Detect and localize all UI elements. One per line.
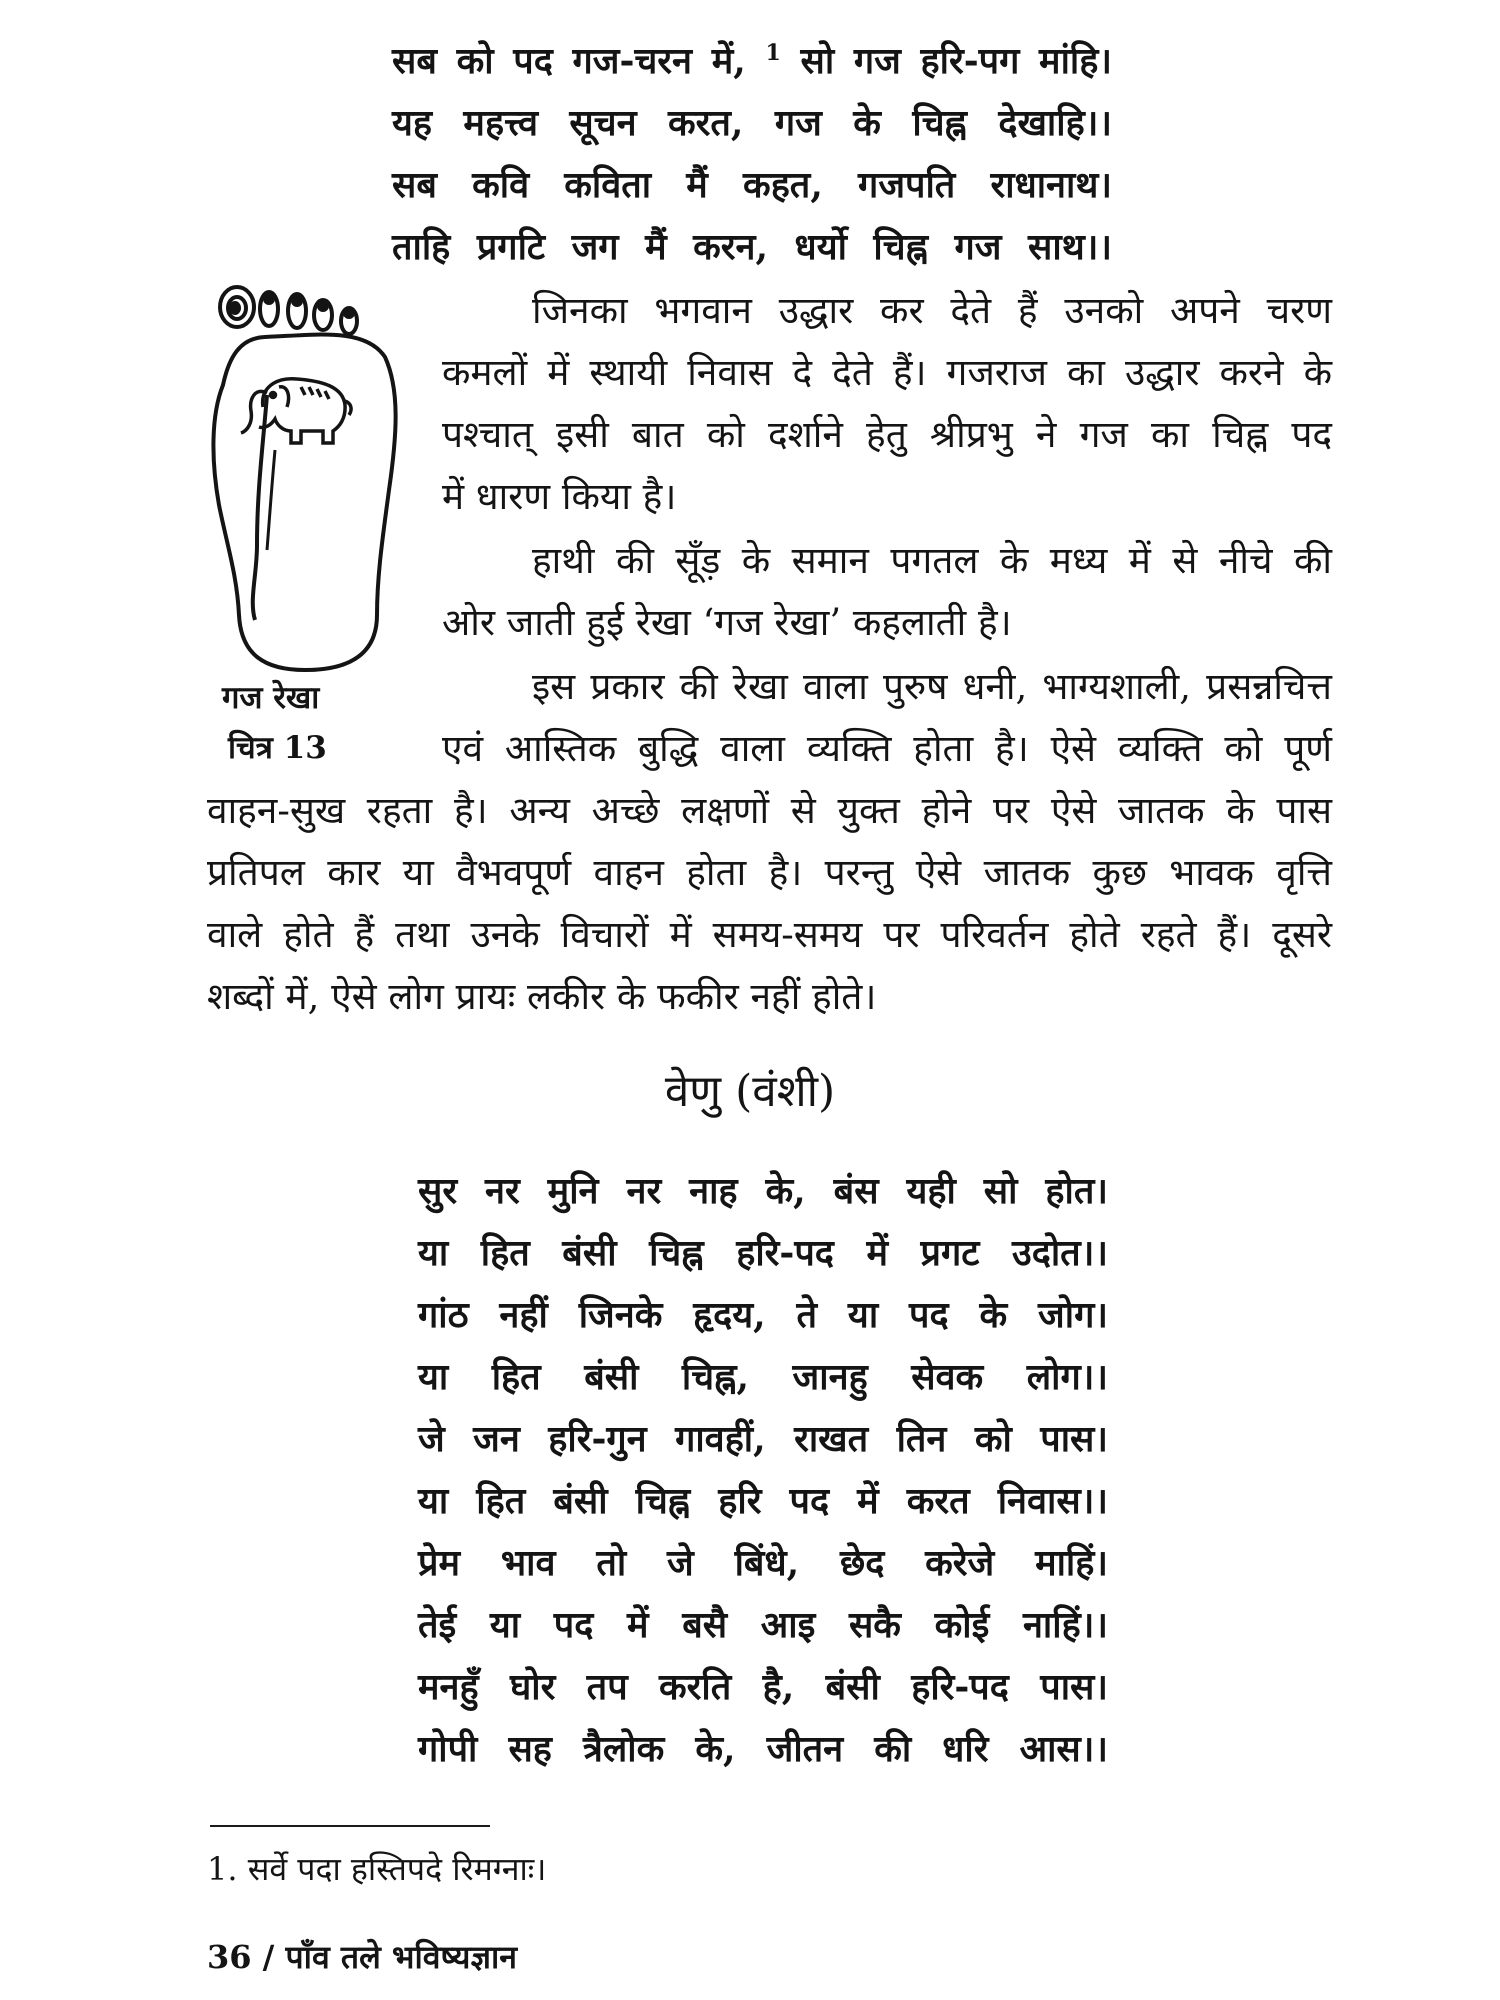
paragraph: जिनका भगवान उद्धार कर देते हैं उनको अपने चरण कमलों में स्थायी निवास दे देते हैं। गजराज का उद्धार करने के पश्चात् इसी बात को दर्शाने हेतु श्रीप्रभु ने गज का चिह्न पद में धारण किया है। xyxy=(442,289,1332,518)
top-verse xyxy=(392,30,1112,278)
bottom-verse xyxy=(418,1160,1108,1780)
verse-line: या हित बंसी चिह्न हरि-पद में प्रगट उदोत।। xyxy=(418,1232,1108,1274)
verse-line: गांठ नहीं जिनके हृदय, ते या पद के जोग। xyxy=(418,1294,1108,1336)
verse-line: ताहि प्रगटि जग मैं करन, धर्यो चिह्न गज साथ।। xyxy=(392,226,1112,268)
footnote-marker[interactable]: 1 xyxy=(765,40,781,66)
page-footer: 36 / पाँव तले भविष्यज्ञान xyxy=(207,1938,518,1976)
verse-line: गोपी सह त्रैलोक के, जीतन की धरि आस।। xyxy=(418,1728,1108,1770)
verse-line: सब को पद गज-चरन में, $^1$ सो गज हरि-पग मांहि। xyxy=(392,40,1112,82)
verse-line: या हित बंसी चिह्न, जानहु सेवक लोग।। xyxy=(418,1356,1108,1398)
paragraph: इस प्रकार की रेखा वाला पुरुष धनी, भाग्यशाली, प्रसन्नचित्त एवं आस्तिक बुद्धि वाला व्यक्ति होता है। ऐसे व्यक्ति को पूर्ण वाहन-सुख रहता है। अन्य अच्छे लक्षणों से युक्त होने पर ऐसे जातक के पास प्रतिपल कार या वैभवपूर्ण वाहन होता है। परन्तु ऐसे जातक कुछ भावक वृत्ति वाले होते हैं तथा उनके विचारों में समय-समय पर परिवर्तन होते रहते हैं। दूसरे शब्दों में, ऐसे लोग प्रायः लकीर के फकीर नहीं होते। xyxy=(207,665,1332,1018)
verse-line: प्रेम भाव तो जे बिंधे, छेद करेजे माहिं। xyxy=(418,1542,1108,1584)
verse-line: सुर नर मुनि नर नाह के, बंस यही सो होत। xyxy=(418,1170,1108,1212)
figure-label: गज रेखा xyxy=(222,680,320,716)
section-title: वेणु (वंशी) xyxy=(664,1066,836,1117)
verse-line: या हित बंसी चिह्न हरि पद में करत निवास।। xyxy=(418,1480,1108,1522)
figure-caption: चित्र 13 xyxy=(228,730,327,766)
footprint-figure xyxy=(205,275,405,679)
verse-line: तेई या पद में बसै आइ सकै कोई नाहिं।। xyxy=(418,1604,1108,1646)
footnote-divider xyxy=(210,1825,490,1827)
paragraph: हाथी की सूँड़ के समान पगतल के मध्य में से नीचे की ओर जाती हुई रेखा ‘गज रेखा’ कहलाती है। xyxy=(442,539,1332,644)
footnote: 1. सर्वे पदा हस्तिपदे रिमग्नाः। xyxy=(207,1850,547,1888)
verse-line: सब कवि कविता मैं कहत, गजपति राधानाथ। xyxy=(392,164,1112,206)
verse-line: मनहुँ घोर तप करति है, बंसी हरि-पद पास। xyxy=(418,1666,1108,1708)
verse-line: यह महत्त्व सूचन करत, गज के चिह्न देखाहि।। xyxy=(392,102,1112,144)
footprint-with-elephant-icon xyxy=(205,275,405,675)
verse-line: जे जन हरि-गुन गावहीं, राखत तिन को पास। xyxy=(418,1418,1108,1460)
